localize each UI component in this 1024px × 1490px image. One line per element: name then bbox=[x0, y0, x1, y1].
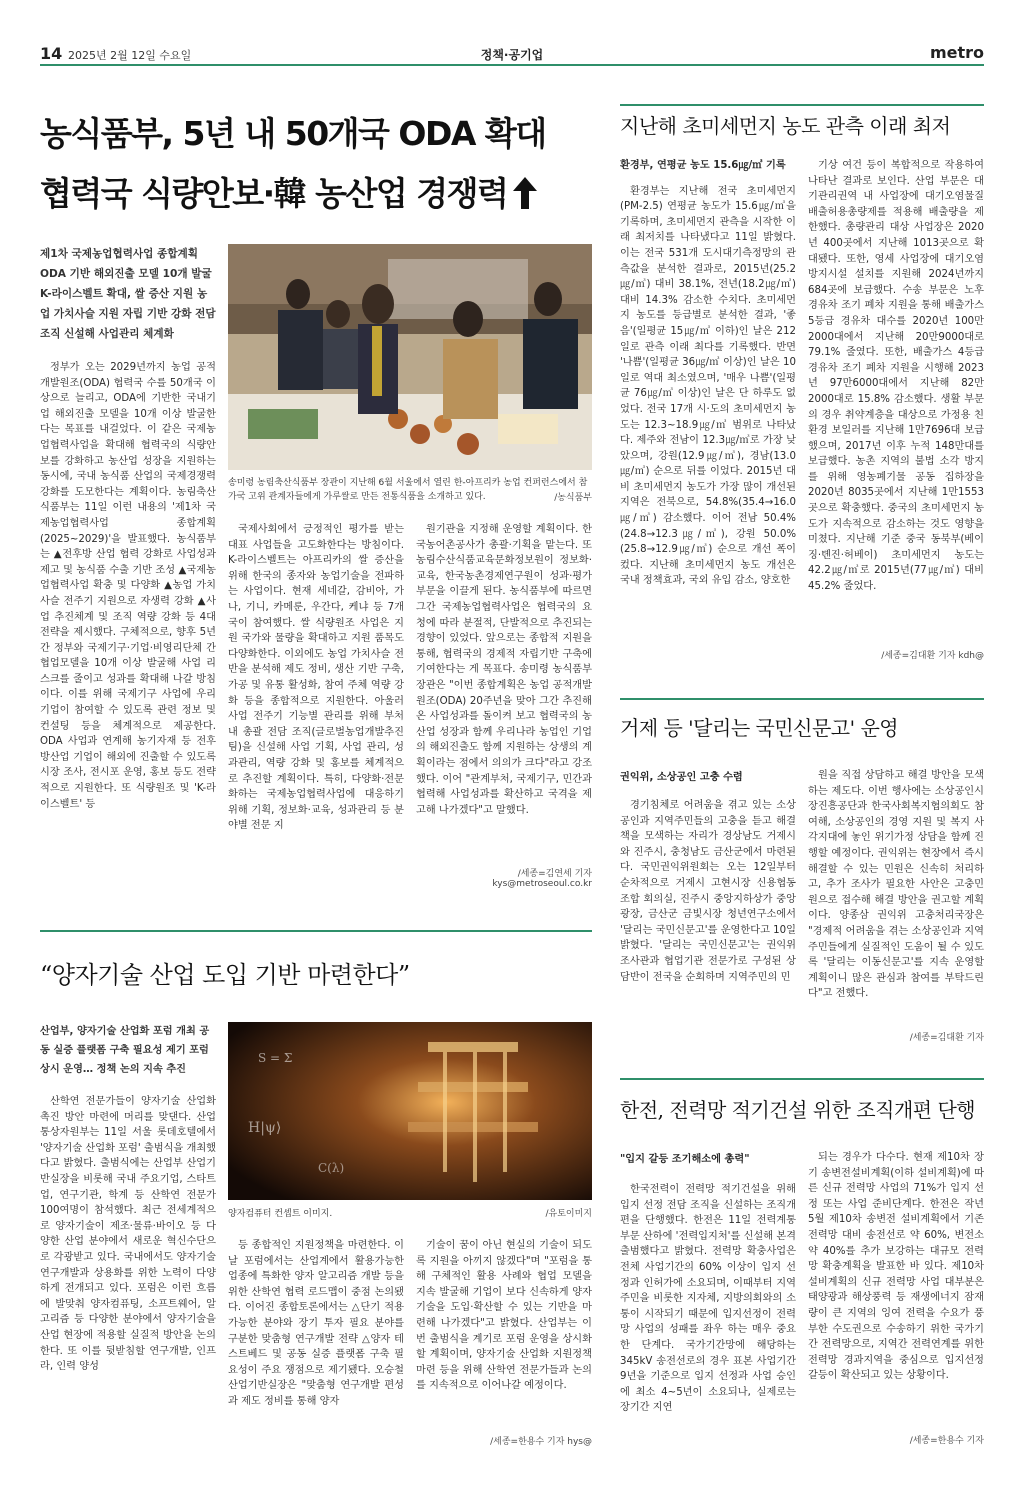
shop-body-col-2 bbox=[808, 768, 984, 1030]
photo-caption: 송미령 농림축산식품부 장관이 지난해 6월 서울에서 열린 한-아프리카 농업 컨퍼런스에서 참가국 고위 관계자들에게 가루쌀로 만든 전통식품을 소개하고 있다. bbox=[228, 478, 588, 502]
shop-subtitle: 권익위, 소상공인 고충 수렴 bbox=[620, 772, 743, 783]
quantum-body-text-2: 등 종합적인 지원정책을 마련한다. 이날 포럼에서는 산업계에서 활용가능한 업종에 특화한 양자 알고리즘 개발 등을 위한 산학연 협력 로드맵이 중점 논의됐다. 이어진 종합토론에서는 △단기 적용 가능한 분야와 장기 투자 필요 분야를 구분한 맞춤형 연구개발 전략 △양자 테스트베드 및 공동 실증 플랫폼 구축 필요성이 주요 쟁점으로 제기됐다. 오승철 산업기반실장은 "맞춤형 연구개발 편성과 제도 정비를 통해 양자 bbox=[228, 1240, 404, 1407]
svg-text:H|ψ⟩: H|ψ⟩ bbox=[248, 1120, 282, 1136]
main-body-text-1: 정부가 오는 2029년까지 농업 공적개발원조(ODA) 협력국 수를 50개국 이상으로 늘리고, ODA에 기반한 국내기업 해외진출 모델을 10개 이상 발굴한다는 목표를 내걸었다. 이 같은 국제농업협력사업을 확대해 협력국의 식량안보를 강화하고 농산업 성장을 지원하는 동시에, 국내 농식품 산업의 국제경쟁력 강화를 도모한다는 계획이다. 농림축산식품부는 11일 이런 내용의 '제1차 국제농업협력사업 종합계획(2025~2029)'을 발표했다. 농식품부는 ▲전후방 산업 협력 강화로 사업성과 제고 및 농식품 수출 기반 조성 ▲국제농업협력사업 확충 및 다양화 ▲농업 가치사슬 전주기 지원으로 자생력 강화 ▲사업 추진체계 및 조직 역량 강화 등 4대 전략을 제시했다. 구체적으로, 향후 5년간 정부와 국제기구·기업·비영리단체 간 협업모델을 10개 이상 발굴해 사업 리스크를 줄이고 성과를 확대해 나갈 방침이다. 이를 위해 국제기구 사업에 우리 기업이 참여할 수 있도록 관련 정보 및 컨설팅 등을 체계적으로 제공한다. ODA 사업과 연계해 농기자재 등 전후방산업 기업이 해외에 진출할 수 있도록 시장 조사, 전시포 운영, 홍보 등도 전략적으로 지원한다. 또 식량원조 및 'K-라이스벨트' 등 bbox=[40, 362, 216, 810]
page-header bbox=[40, 40, 984, 66]
quantum-body-text-1: 산학연 전문가들이 양자기술 산업화 촉진 방안 마련에 머리를 맞댄다. 산업통상자원부는 11일 서울 롯데호텔에서 '양자기술 산업화 포럼' 출범식을 개최했다고 밝혔다. 출범식에는 산업부 산업기반실장을 비롯해 국내 주요기업, 스타트업, 연구기관, 학계 등 산학연 전문가 100여명이 참석했다. 최근 전세계적으로 양자기술이 제조·물류·바이오 등 다양한 산업 분야에서 새로운 혁신수단으로 각광받고 있다. 국내에서도 양자기술 연구개발과 상용화를 위한 노력이 다양하게 전개되고 있다. 포럼은 이런 흐름에 발맞춰 양자컴퓨팅, 소프트웨어, 알고리즘 등 다양한 분야에서 양자기술을 산업 현장에 적용할 실질적 방안을 논의한다. 또 이를 뒷받침할 연구개발, 인프라, 인력 양성 bbox=[40, 1096, 216, 1373]
svg-text:C(λ): C(λ) bbox=[318, 1161, 345, 1175]
kepco-subtitle: "입지 갈등 조기해소에 총력" bbox=[620, 1154, 750, 1165]
photo-credit: /농식품부 bbox=[554, 493, 592, 503]
svg-text:S = Σ: S = Σ bbox=[258, 1051, 293, 1065]
main-body-text-2: 국제사회에서 긍정적인 평가를 받는 대표 사업들을 고도화한다는 방침이다. K-라이스벨트는 아프리카의 쌀 증산을 위해 한국의 종자와 농업기술을 전파하는 사업이다. 현재 세네갈, 감비아, 가나, 기니, 카메룬, 우간다, 케냐 등 7개국이 참여했다. 쌀 식량원조 사업은 지원 국가와 물량을 확대하고 지원 품목도 다양화한다. 이외에도 농업 가치사슬 전반을 분석해 제도 정비, 생산 기반 구축, 가공 및 유통 활성화, 참여 주체 역량 강화 등을 종합적으로 지원한다. 아울러 사업 전주기 기능별 관리를 위해 부처 내 총괄 전담 조직(글로벌농업개발추진팀)을 신설해 사업 기획, 사업 관리, 성과관리, 역량 강화 및 홍보를 체계적으로 추진할 계획이다. 특히, 다양화·전문화하는 국제농업협력사업에 대응하기 위해 기획, 정보화·교육, 성과관리 등 분야별 전문 지 bbox=[228, 524, 404, 832]
dust-body-col-2 bbox=[808, 158, 984, 648]
section-name: 정책·공기업 bbox=[480, 48, 544, 62]
dust-byline: /세종=김대환 기자 kdh@ bbox=[881, 651, 984, 661]
main-headline-1: 농식품부, 5년 내 50개국 ODA 확대 bbox=[40, 114, 546, 153]
kepco-body-col-2 bbox=[808, 1150, 984, 1432]
dust-body-text-2: 기상 여건 등이 복합적으로 작용하여 나타난 결과로 보인다. 산업 부문은 대기관리권역 내 사업장에 대기오염물질 배출허용총량제를 적용해 배출량을 제한했다. 총량관리 대상 사업장은 2020년 400곳에서 지난해 1013곳으로 확대됐다. 또한, 영세 사업장에 대기오염 방지시설 설치를 지원해 2024년까지 684곳에 보급했다. 수송 부문은 노후 경유차 조기 폐차 지원을 통해 배출가스 5등급 경유차 대수를 2020년 100만2000대에서 지난해 20만9000대로 79.1% 줄였다. 또한, 배출가스 4등급 경유차 조기 폐차 지원을 시행해 2023년 97만6000대에서 지난해 82만2000대로 15.8% 감소했다. 생활 부문의 경우 취약계층을 대상으로 가정용 친환경 보일러를 지난해 1만7696대 보급했으며, 2017년 이후 누적 148만대를 보급했다. 농촌 지역의 불법 소각 방지를 위해 영농폐기물 공동 집하장을 2020년 8035곳에서 지난해 1만1553곳으로 확충했다. 중국의 초미세먼지 농도가 지속적으로 감소하는 것도 영향을 미쳤다. 지난해 기준 중국 동북부(베이징·톈진·허베이) 초미세먼지 농도는 42.2㎍/㎥로 2015년(77㎍/㎥) 대비 45.2% 줄었다. bbox=[808, 160, 984, 593]
kepco-title: 한전, 전력망 적기건설 위한 조직개편 단행 bbox=[620, 1098, 976, 1122]
dust-title: 지난해 초미세먼지 농도 관측 이래 최저 bbox=[620, 114, 951, 138]
page-number: 14 bbox=[40, 44, 63, 63]
dust-subtitle: 환경부, 연평균 농도 15.6㎍/㎥ 기록 bbox=[620, 160, 786, 171]
quantum-body-col-1 bbox=[40, 1094, 216, 1454]
quantum-body-text-3: 기술이 꿈이 아닌 현실의 기술이 되도록 지원을 아끼지 않겠다"며 "포럼을 통해 구체적인 활용 사례와 협업 모델을 지속 발굴해 기업이 보다 신속하게 양자기술을 도입·확산할 수 있는 기반을 마련해 나가겠다"고 밝혔다. 산업부는 이번 출범식을 계기로 포럼 운영을 상시화할 계획이며, 양자기술 산업화 지원정책 마련 등을 위해 산학연 전문가들과 논의를 지속적으로 이어나갈 예정이다. bbox=[416, 1240, 592, 1392]
dust-body-text-1: 환경부는 지난해 전국 초미세먼지(PM-2.5) 연평균 농도가 15.6㎍/㎥을 기록하며, 초미세먼지 관측을 시작한 이래 최저치를 나타냈다고 11일 밝혔다. 이는 전국 531개 도시대기측정망의 관측값을 분석한 결과로, 2015년(25.2㎍/㎥) 대비 38.1%, 전년(18.2㎍/㎥) 대비 14.3% 감소한 수치다. 초미세먼지 농도를 등급별로 분석한 결과, '좋음'(일평균 15㎍/㎥ 이하)인 날은 212일로 관측 이래 최다를 기록했다. 반면 '나쁨'(일평균 36㎍/㎥ 이상)인 날은 10일로 역대 최소였으며, '매우 나쁨'(일평균 76㎍/㎥ 이상)인 날은 단 하루도 없었다. 전국 17개 시·도의 초미세먼지 농도는 12.3~18.9㎍/㎥ 범위로 나타났다. 제주와 전남이 12.3㎍/㎥로 가장 낮았으며, 강원(12.9㎍/㎥), 경남(13.0㎍/㎥) 순으로 뒤를 이었다. 2015년 대비 초미세먼지 농도가 가장 많이 개선된 지역은 전북으로, 54.8%(35.4→16.0㎍/㎥) 감소했다. 이어 전남 50.4%(24.8→12.3㎍/㎥), 강원 50.0%(25.8→12.9㎍/㎥) 순으로 개선 폭이 컸다. 지난해 초미세먼지 농도 개선은 국내 정책효과, 국외 유입 감소, 양호한 bbox=[620, 185, 796, 587]
quantum-photo-caption: 양자컴퓨터 컨셉트 이미지. bbox=[228, 1209, 333, 1219]
quantum-byline: /세종=한용수 기자 hys@ bbox=[490, 1437, 592, 1447]
main-body-col-1 bbox=[40, 360, 216, 900]
quantum-title: “양자기술 산업 도입 기반 마련한다” bbox=[40, 961, 410, 989]
kepco-rule bbox=[620, 1078, 984, 1080]
main-deck: 제1차 국제농업협력사업 종합계획 ODA 기반 해외진출 모델 10개 발굴 K-라이스벨트 확대, 쌀 증산 지원 농업 가치사슬 지원 자립 기반 강화 전담 조직 신설해 사업관리 체계화 bbox=[40, 248, 216, 340]
kepco-body-col-1 bbox=[620, 1182, 796, 1444]
shop-body-text-1: 경기침체로 어려움을 겪고 있는 소상공인과 지역주민들의 고충을 듣고 해결책을 모색하는 자리가 경상남도 거제시와 진주시, 충청남도 금산군에서 마련된다. 국민권익위원회는 오는 12일부터 순차적으로 거제시 고현시장 신용협동조합 회의실, 진주시 중앙지하상가 중앙광장, 금산군 금빛시장 청년연구소에서 '달리는 국민신문고'를 운영한다고 10일 밝혔다. '달리는 국민신문고'는 권익위 조사관과 협업기관 전문가로 구성된 상담반이 전국을 순회하며 지역주민의 민 bbox=[620, 800, 796, 983]
shop-body-col-1 bbox=[620, 798, 796, 1048]
quantum-body-col-3 bbox=[416, 1238, 592, 1432]
kepco-body-text-1: 한국전력이 전력망 적기건설을 위해 입지 선정 전담 조직을 신설하는 조직개편을 단행했다. 한전은 11일 전력계통부문 산하에 '전력입지처'를 신설해 본격 출범했다고 밝혔다. 전력망 확충사업은 전체 사업기간의 60% 이상이 입지 선정과 인허가에 소요되며, 이때부터 지역주민을 비롯한 지자체, 지방의회와의 소통이 시작되기 때문에 입지선정이 전력망 사업의 성패를 좌우 하는 매우 중요한 단계다. 국가기간망에 해당하는 345kV 송전선로의 경우 표본 사업기간 9년을 기준으로 입지 선정과 사업 승인에 최소 4~5년이 소요되나, 실제로는 장기간 지연 bbox=[620, 1184, 796, 1414]
main-byline: /세종=김연세 기자 kys@metroseoul.co.kr bbox=[492, 869, 592, 889]
quantum-rule bbox=[40, 930, 592, 932]
issue-date: 2025년 2월 12일 수요일 bbox=[68, 49, 192, 62]
logo-text: metro bbox=[929, 43, 984, 62]
main-body-col-2 bbox=[228, 522, 404, 902]
quantum-photo-credit: /유토이미지 bbox=[545, 1209, 592, 1219]
shop-title: 거제 등 '달리는 국민신문고' 운영 bbox=[620, 716, 899, 740]
kepco-body-text-2: 되는 경우가 다수다. 현재 제10차 장기 송변전설비계획(이하 설비계획)에 따른 신규 전력망 사업의 71%가 입지 선정 또는 사업 준비단계다. 한전은 작년 5월 제10차 송변전 설비계획에서 기존 전력망 대비 송전선로 약 60%, 변전소 약 40%를 추가 보강하는 대규모 전력망 확충계획을 발표한 바 있다. 제10차 설비계획의 신규 전력망 사업 대부분은 태양광과 해상풍력 등 재생에너지 잠재량이 큰 지역의 잉여 전력을 수요가 풍부한 수도권으로 수송하기 위한 국가기간 전력망으로, 지역간 전력연계를 위한 전력망 경과지역을 중심으로 입지선정 갈등이 확산되고 있는 상황이다. bbox=[808, 1152, 984, 1382]
conference-photo bbox=[228, 244, 592, 470]
kepco-byline: /세종=한용수 기자 bbox=[909, 1436, 984, 1446]
main-headline-2: 협력국 식량안보·韓 농산업 경쟁력 bbox=[40, 174, 508, 213]
main-body-col-3 bbox=[416, 522, 592, 872]
quantum-deck: 산업부, 양자기술 산업화 포럼 개최 공동 실증 플랫폼 구축 필요성 제기 포럼 상시 운영… 정책 논의 지속 추진 bbox=[40, 1026, 210, 1075]
quantum-computer-photo bbox=[228, 1022, 592, 1200]
dust-rule bbox=[620, 104, 984, 106]
dust-body-col-1 bbox=[620, 158, 796, 658]
metro-logo bbox=[930, 43, 984, 62]
quantum-body-col-2 bbox=[228, 1238, 404, 1450]
shop-rule bbox=[620, 698, 984, 700]
shop-byline: /세종=김대환 기자 bbox=[909, 1033, 984, 1043]
main-headline-2-wrap bbox=[40, 168, 537, 215]
arrow-up-icon bbox=[513, 177, 537, 209]
main-body-text-3: 원기관을 지정해 운영할 계획이다. 한국농어촌공사가 총괄·기획을 맡는다. 또 농림수산식품교육문화정보원이 정보화·교육, 한국농촌경제연구원이 성과·평가 부문을 이끌게 된다. 농식품부에 따르면 그간 국제농업협력사업은 협력국의 요청에 따라 분절적, 단발적으로 추진되는 경향이 있었다. 앞으로는 종합적 지원을 통해, 협력국의 경제적 자립기반 구축에 기여한다는 게 목표다. 송미령 농식품부 장관은 "이번 종합계획은 농업 공적개발원조(ODA) 20주년을 맞아 그간 추진해 온 사업성과를 돌이켜 보고 협력국의 농산업 성장과 함께 우리나라 농업인 기업의 해외진출도 함께 지원하는 상생의 계획이라는 점에서 의의가 크다"라고 강조했다. 이어 "관계부처, 국제기구, 민간과 협력해 사업성과를 확산하고 국격을 제고해 나가겠다"고 말했다. bbox=[416, 524, 592, 816]
shop-body-text-2: 원을 직접 상담하고 해결 방안을 모색하는 제도다. 이번 행사에는 소상공인시장진흥공단과 한국사회복지협의회도 참여해, 소상공인의 경영 지원 및 복지 사각지대에 놓인 위기가정 상담을 함께 진행할 예정이다. 권익위는 현장에서 즉시 해결할 수 있는 민원은 신속히 처리하고, 추가 조사가 필요한 사안은 고충민원으로 접수해 해결 방안을 권고할 계획이다. 양종삼 권익위 고충처리국장은 "경제적 어려움을 겪는 소상공인과 지역주민들에게 실질적인 도움이 될 수 있도록 '달리는 이동신문고'를 지속 운영할 계획이니 많은 관심과 참여를 부탁드린다"고 전했다. bbox=[808, 770, 984, 1000]
